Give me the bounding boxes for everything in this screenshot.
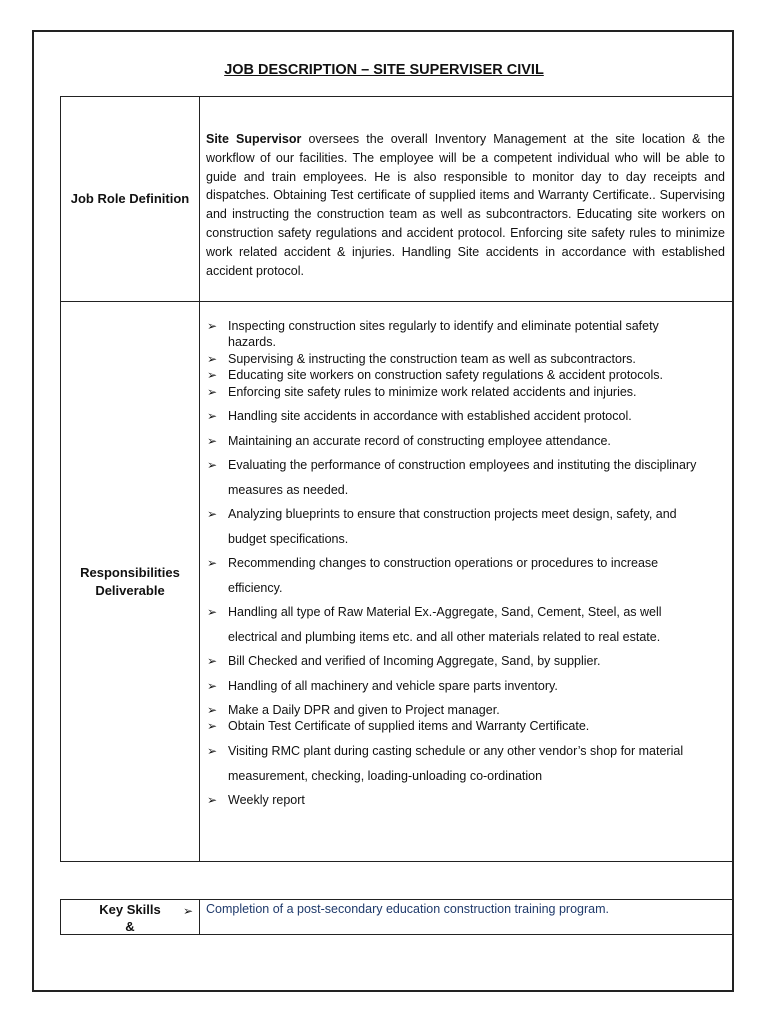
arrow-bullet-icon: ➢ xyxy=(207,744,218,758)
job-role-body: oversees the overall Inventory Management at the site location & the workflow of our facilities. The employee will be a competent individual who will be able to guide and train employees. He is also responsible to monitor day to day receipts and dispatches. Obtaining Test certificate of supplied items and Warranty Certificate.. Supervising and instructing the construction team as well as subcontractors. Educating site workers on construction safety regulations and accident protocol. Enforcing site safety rules to minimize work related accident & injuries. Handling Site accidents in accordance with established accident protocol. xyxy=(206,132,725,278)
key-skills-row xyxy=(61,900,734,935)
responsibilities-cell xyxy=(200,302,734,862)
responsibilities-row xyxy=(61,302,734,862)
arrow-bullet-icon: ➢ xyxy=(207,385,218,399)
arrow-bullet-icon: ➢ xyxy=(207,319,218,333)
arrow-bullet-icon: ➢ xyxy=(207,434,218,448)
job-role-lead: Site Supervisor xyxy=(206,132,302,146)
arrow-bullet-icon: ➢ xyxy=(207,409,218,423)
job-role-cell xyxy=(200,97,734,302)
responsibilities-label: Responsibilities Deliverable xyxy=(61,302,200,862)
arrow-bullet-icon: ➢ xyxy=(207,654,218,668)
key-skills-table xyxy=(60,899,734,935)
job-role-row xyxy=(61,97,734,302)
key-skills-text: Completion of a post-secondary education construction training program. xyxy=(206,902,609,916)
job-description-table xyxy=(60,96,734,862)
key-skills-cell xyxy=(200,900,734,935)
arrow-bullet-icon: ➢ xyxy=(207,703,218,717)
arrow-bullet-icon: ➢ xyxy=(207,719,218,733)
arrow-bullet-icon: ➢ xyxy=(207,368,218,382)
arrow-bullet-icon: ➢ xyxy=(207,556,218,570)
arrow-bullet-icon: ➢ xyxy=(207,352,218,366)
job-role-label: Job Role Definition xyxy=(61,97,200,302)
arrow-bullet-icon: ➢ xyxy=(182,904,193,918)
job-role-definition-text xyxy=(200,97,733,301)
arrow-bullet-icon: ➢ xyxy=(207,679,218,693)
key-skills-label: Key Skills & ➢ xyxy=(61,900,200,935)
arrow-bullet-icon: ➢ xyxy=(207,507,218,521)
responsibilities-list: ➢ Inspecting construction sites regularly to identify and eliminate potential safety hazards. ➢ Supervising & instructing the construction team as well as subcontractors. ➢ Educating site workers on construction safety regulations & accident protocols. ➢ Enforcing site safety rules to minimize work related accidents and injuries. ➢ Handling site accidents in accordance with established accident protocol. ➢ Maintaining an accurate record of constructing employee attendance. ➢ Evaluating the performance of construction employees and instituting the disciplinary measures as needed. ➢ Analyzing blueprints to ensure that construction projects meet design, safety, and budget specifications. ➢ Recommending changes to construction operations or procedures to increase efficiency. ➢ Handling all type of Raw Material Ex.-Aggregate, Sand, Cement, Steel, as well electrical and plumbing items etc. and all other materials related to real estate. ➢ Bill Checked and verified of Incoming Aggregate, Sand, by supplier. ➢ Handling of all machinery and vehicle spare parts inventory. ➢ Make a Daily DPR and given to Project manager. ➢ Obtain Test Certificate of supplied items and Warranty Certificate. ➢ Visiting RMC plant during casting schedule or any other vendor’s shop for material measurement, checking, loading-unloading co-ordination ➢ Weekly report xyxy=(207,319,697,807)
arrow-bullet-icon: ➢ xyxy=(207,793,218,807)
arrow-bullet-icon: ➢ xyxy=(207,458,218,472)
document-title: JOB DESCRIPTION – SITE SUPERVISER CIVIL xyxy=(224,62,544,78)
arrow-bullet-icon: ➢ xyxy=(207,605,218,619)
